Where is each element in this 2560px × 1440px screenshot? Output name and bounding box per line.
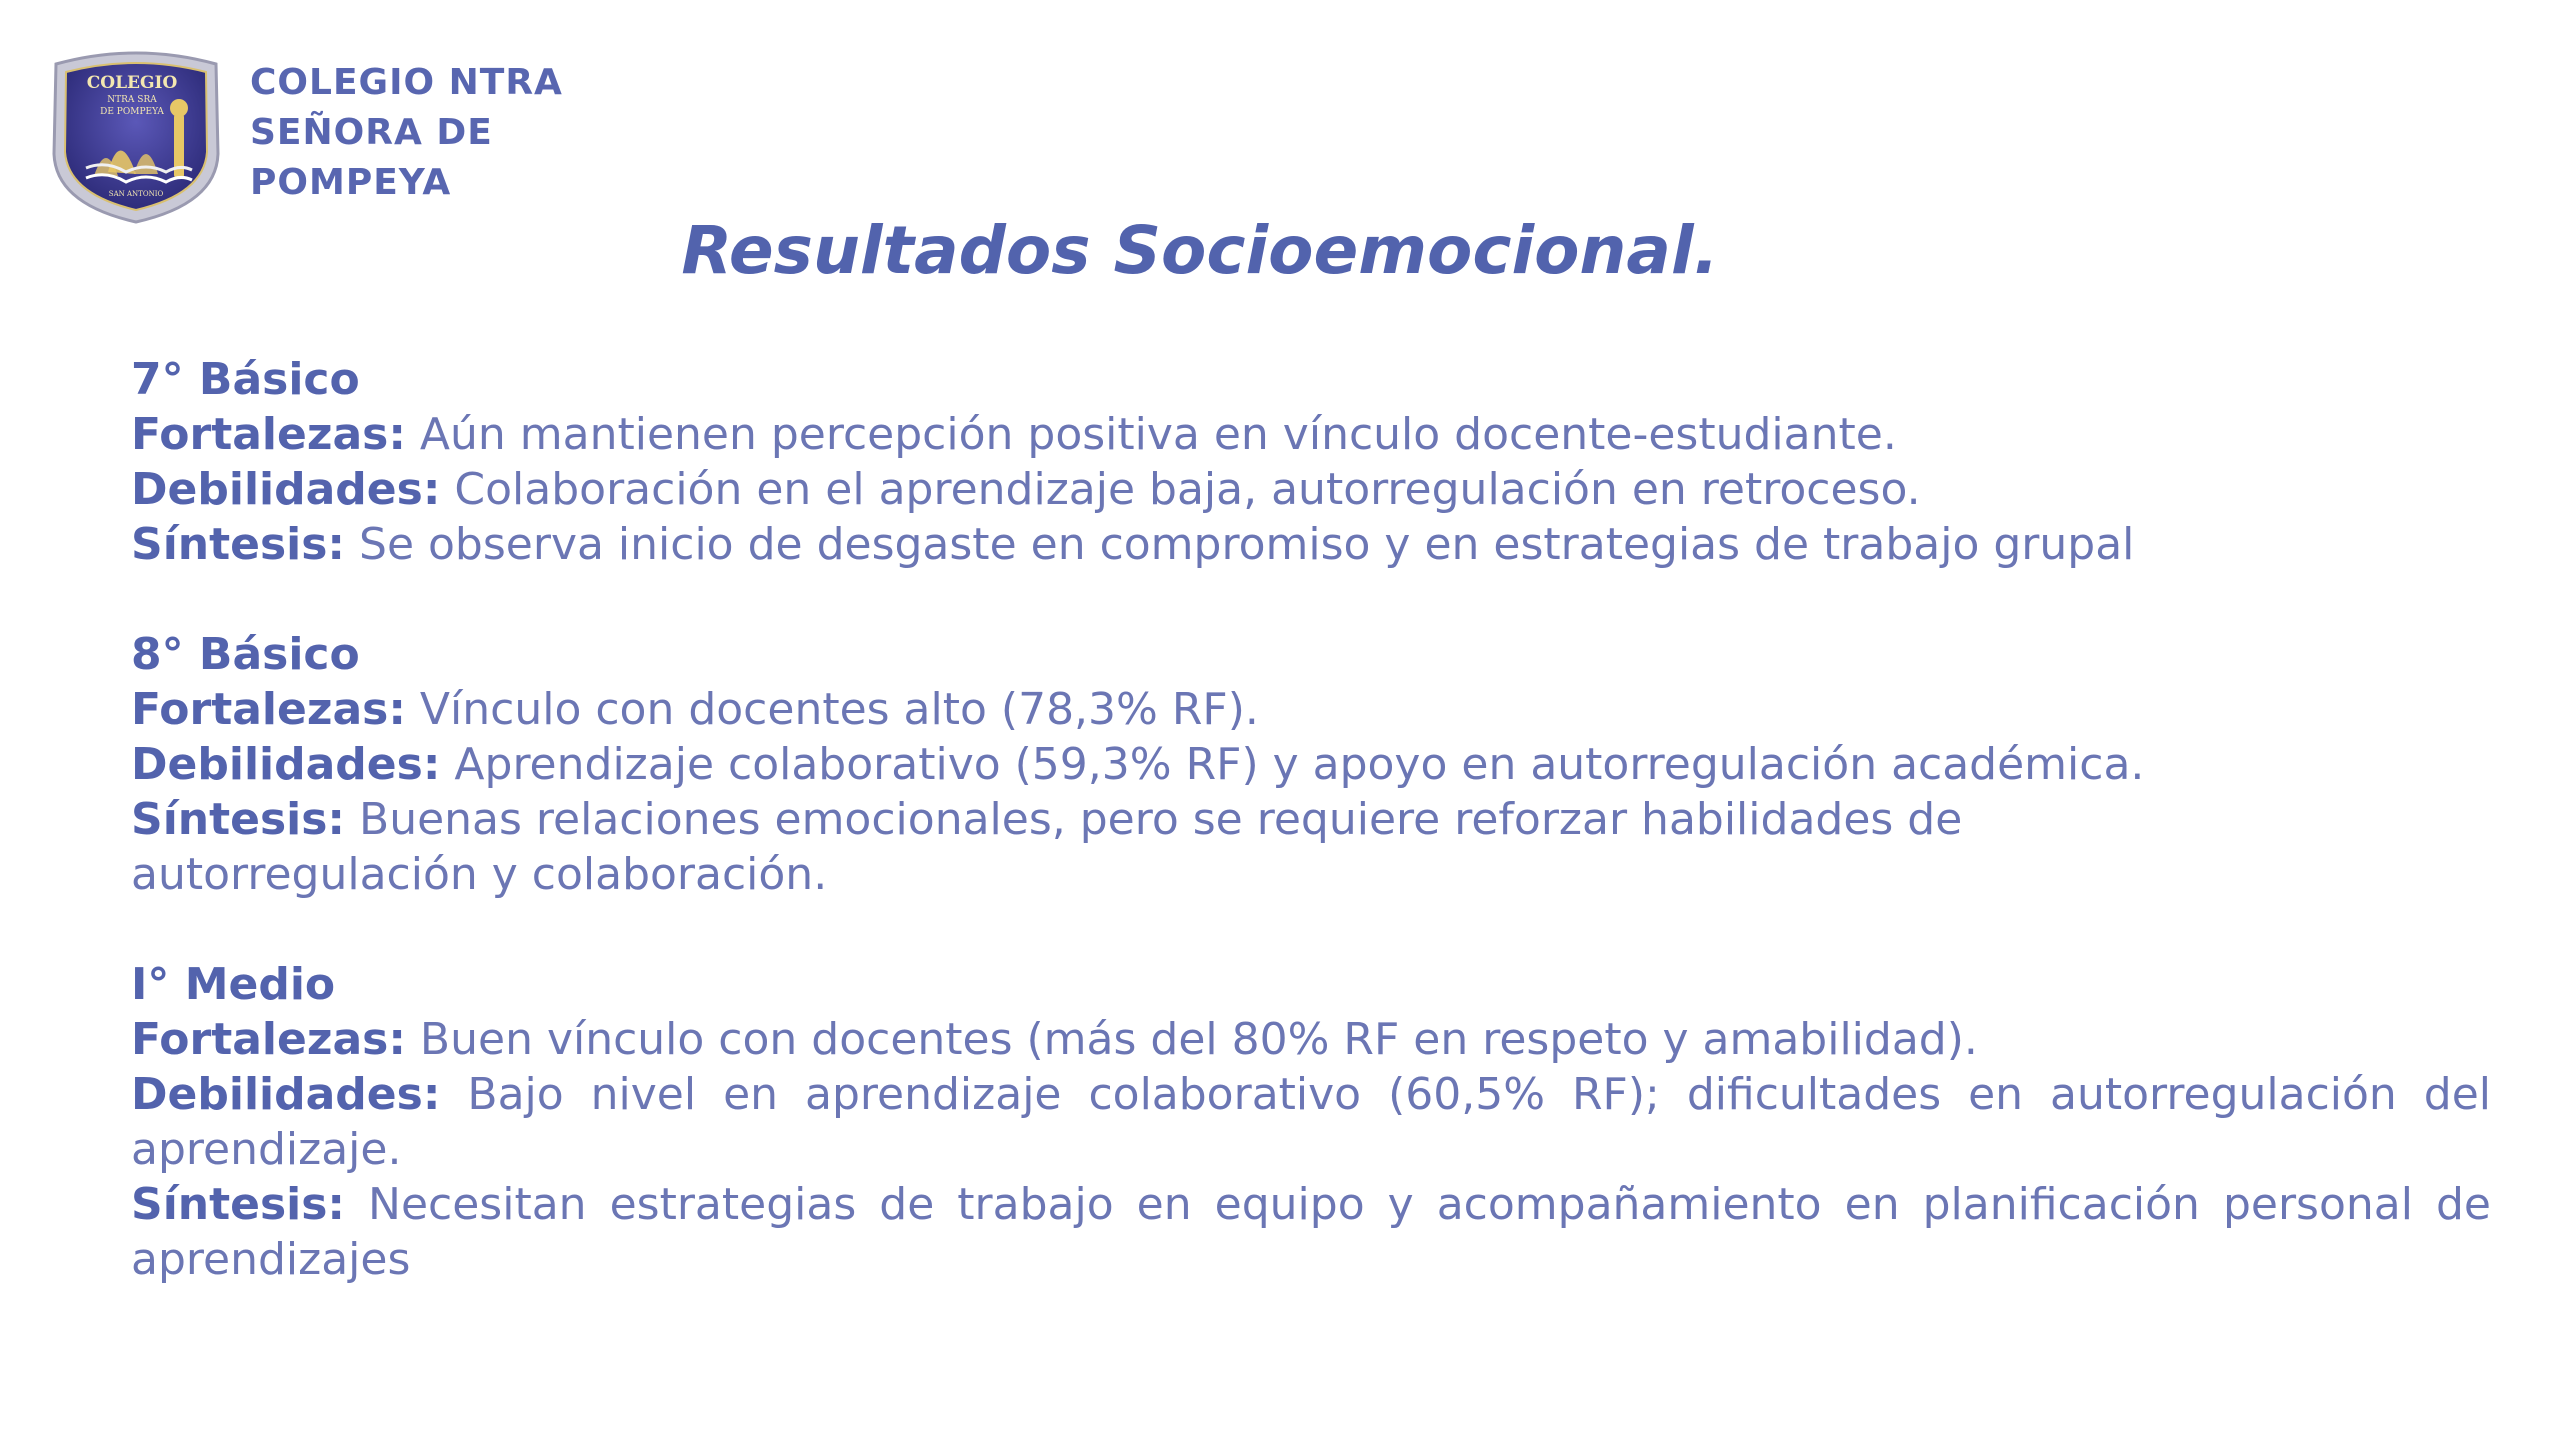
- section-8-basico: [131, 627, 2491, 902]
- svg-text:DE POMPEYA: DE POMPEYA: [100, 107, 164, 117]
- fortalezas-label: Fortalezas:: [131, 409, 406, 460]
- school-name-line-3: POMPEYA: [250, 162, 452, 203]
- sintesis-row: [131, 517, 2491, 572]
- sintesis-label: Síntesis:: [131, 794, 346, 845]
- fortalezas-text: Buen vínculo con docentes (más del 80% RF en respeto y amabilidad).: [405, 1014, 1978, 1065]
- fortalezas-row: [131, 1012, 2491, 1067]
- sintesis-row: [131, 1177, 2491, 1287]
- debilidades-text: Bajo nivel en aprendizaje colaborativo (60,5% RF); dificultades en autorregulación del aprendizaje.: [131, 1069, 2491, 1175]
- section-heading: 7° Básico: [131, 354, 360, 405]
- school-name-line-2: SEÑORA DE: [250, 112, 493, 153]
- header: [46, 44, 563, 226]
- school-name: [250, 58, 563, 208]
- debilidades-label: Debilidades:: [131, 1069, 441, 1120]
- sintesis-text: Se observa inicio de desgaste en compromiso y en estrategias de trabajo grupal: [345, 519, 2135, 570]
- debilidades-row: [131, 737, 2491, 792]
- debilidades-text: Colaboración en el aprendizaje baja, autorregulación en retroceso.: [440, 464, 1921, 515]
- results-content: [131, 352, 2491, 1342]
- sintesis-text: Buenas relaciones emocionales, pero se requiere reforzar habilidades de autorregulación y colaboración.: [131, 794, 1963, 900]
- svg-text:COLEGIO: COLEGIO: [86, 73, 178, 93]
- fortalezas-text: Aún mantienen percepción positiva en vínculo docente-estudiante.: [405, 409, 1897, 460]
- section-heading: 8° Básico: [131, 629, 360, 680]
- svg-text:SAN ANTONIO: SAN ANTONIO: [108, 190, 164, 198]
- page-title: Resultados Socioemocional.: [681, 212, 1719, 289]
- debilidades-label: Debilidades:: [131, 739, 441, 790]
- school-crest-icon: [46, 44, 226, 226]
- fortalezas-label: Fortalezas:: [131, 684, 406, 735]
- fortalezas-row: [131, 407, 2491, 462]
- sintesis-label: Síntesis:: [131, 1179, 346, 1230]
- fortalezas-row: [131, 682, 2491, 737]
- fortalezas-text: Vínculo con docentes alto (78,3% RF).: [405, 684, 1259, 735]
- svg-text:NTRA SRA: NTRA SRA: [107, 95, 157, 105]
- section-i-medio: [131, 957, 2491, 1287]
- debilidades-row: [131, 462, 2491, 517]
- sintesis-row: [131, 792, 2231, 902]
- fortalezas-label: Fortalezas:: [131, 1014, 406, 1065]
- section-7-basico: [131, 352, 2491, 572]
- school-name-line-1: COLEGIO NTRA: [250, 62, 563, 103]
- debilidades-text: Aprendizaje colaborativo (59,3% RF) y apoyo en autorregulación académica.: [440, 739, 2145, 790]
- sintesis-text: Necesitan estrategias de trabajo en equipo y acompañamiento en planificación personal de aprendizajes: [131, 1179, 2491, 1285]
- debilidades-row: [131, 1067, 2491, 1177]
- section-heading: I° Medio: [131, 959, 336, 1010]
- sintesis-label: Síntesis:: [131, 519, 346, 570]
- debilidades-label: Debilidades:: [131, 464, 441, 515]
